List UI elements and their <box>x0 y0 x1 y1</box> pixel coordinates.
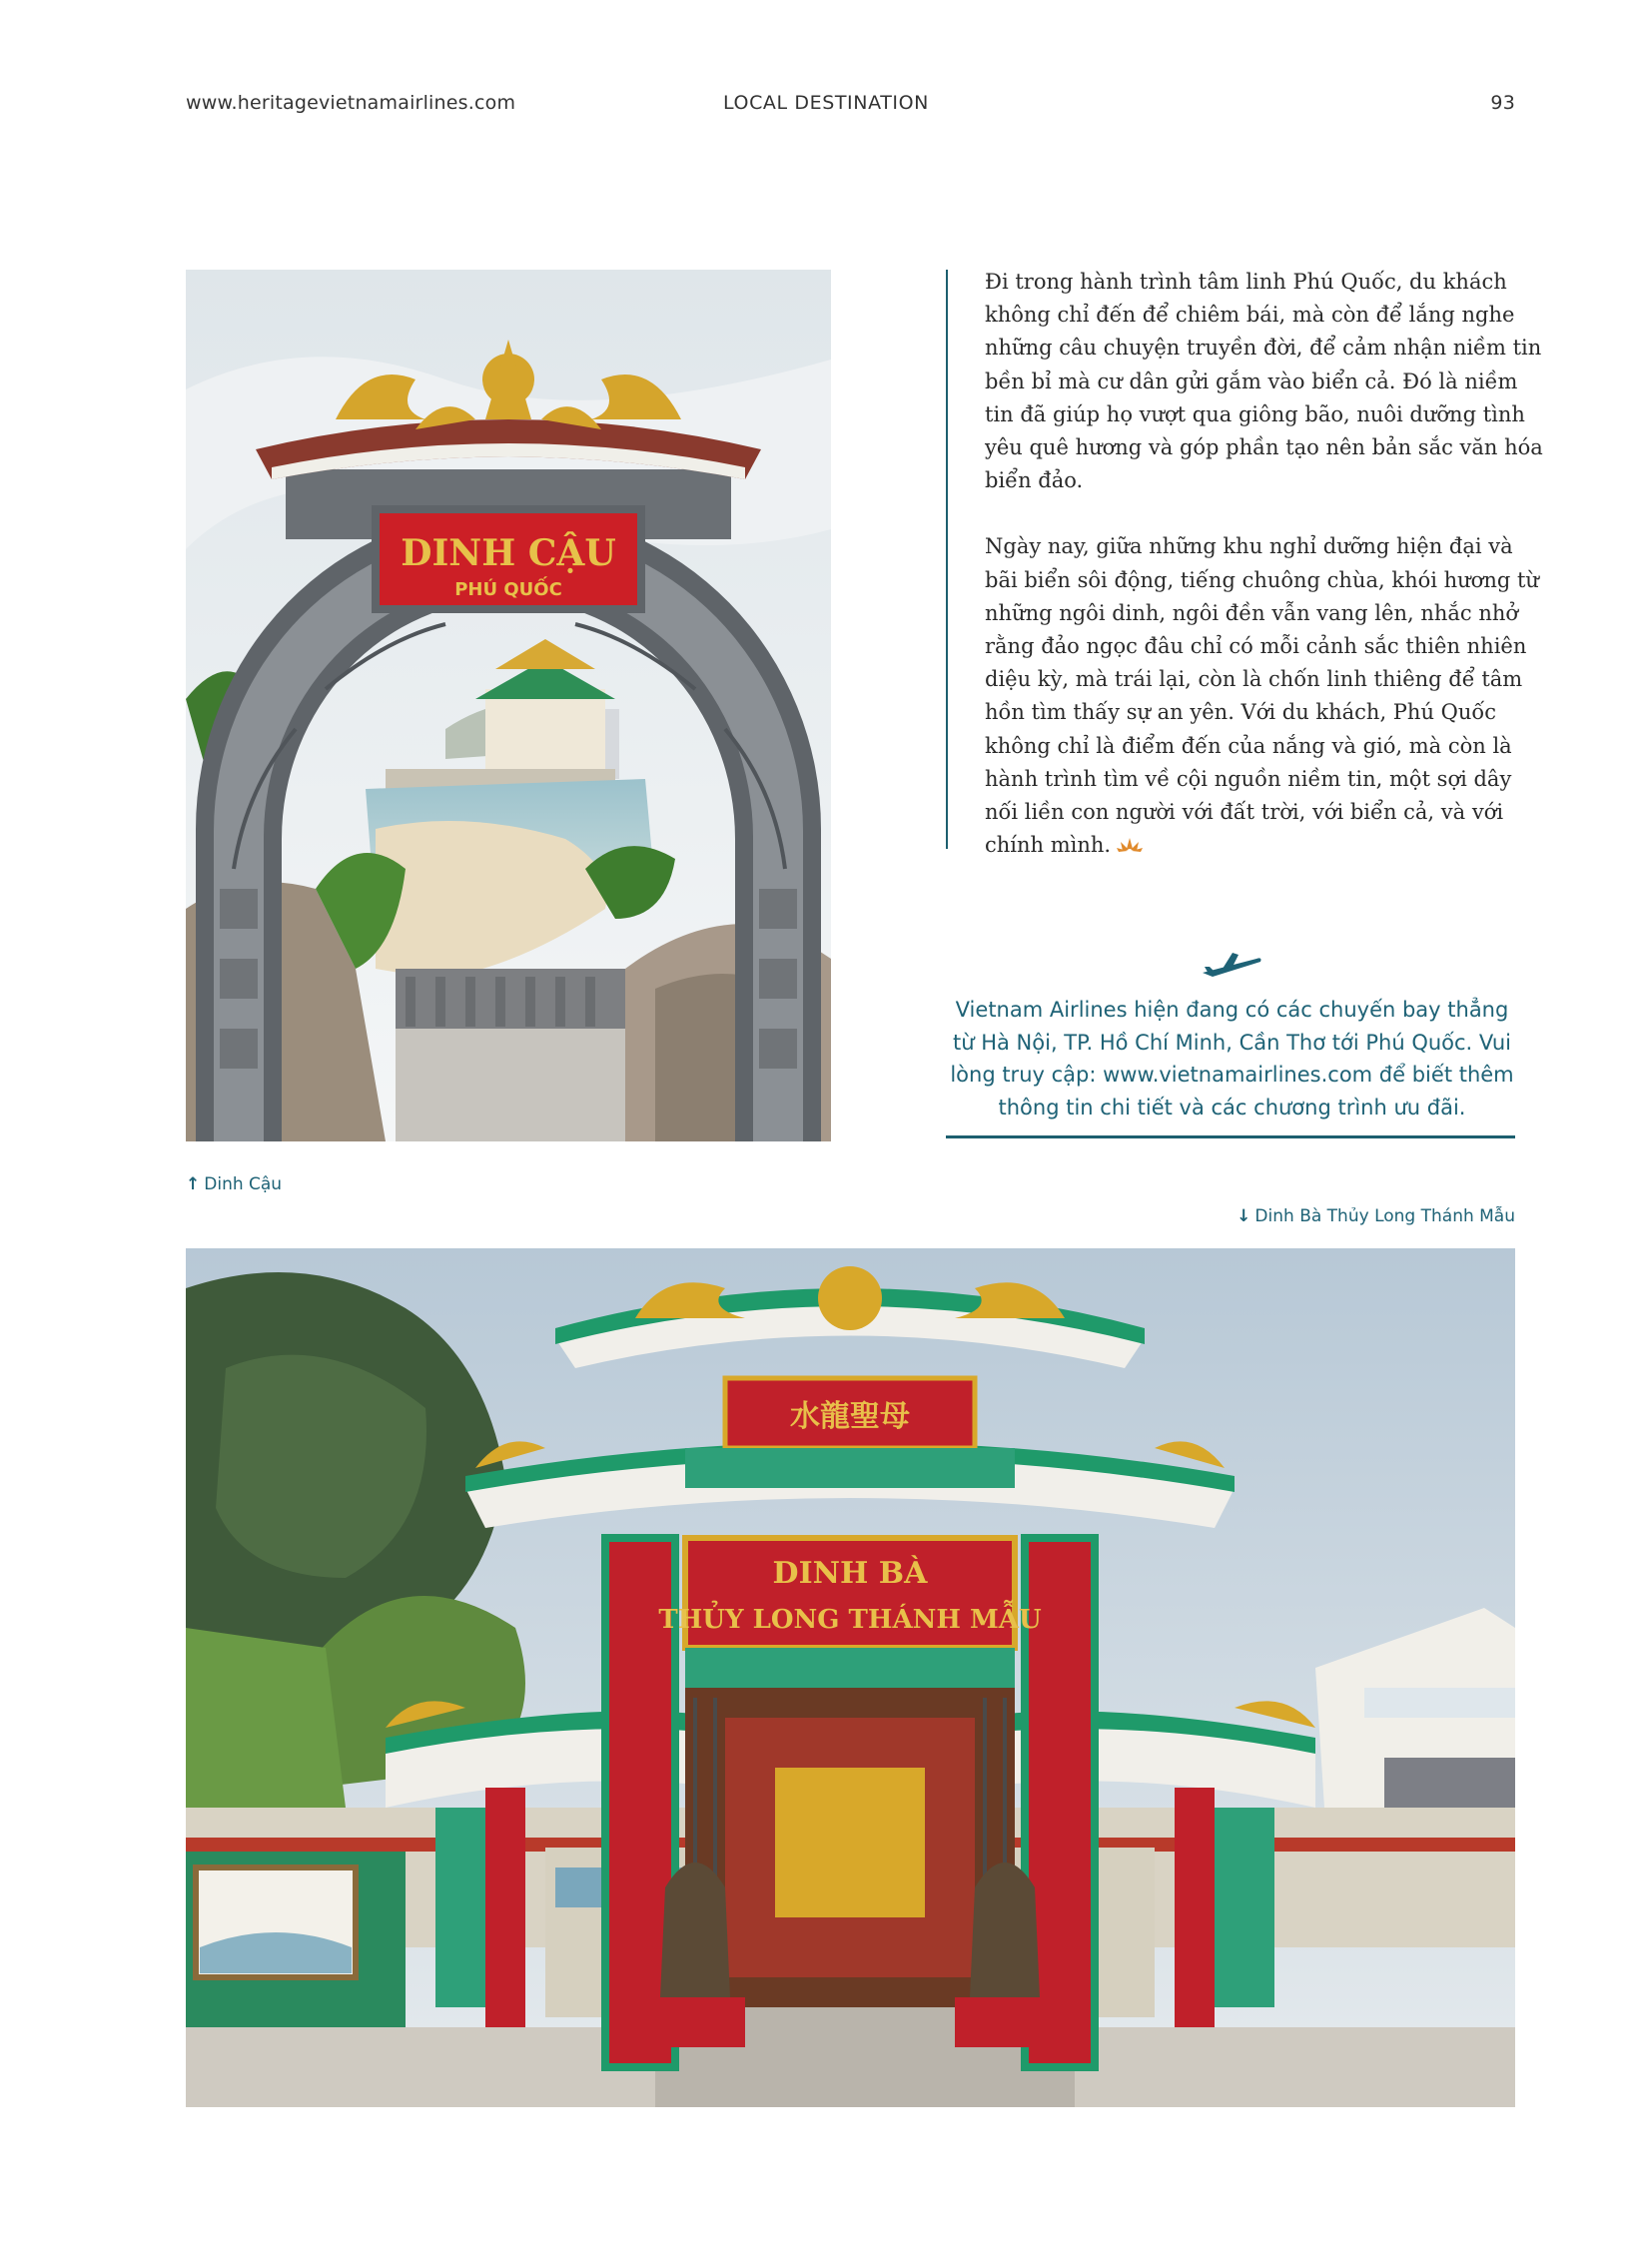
website-url[interactable]: www.heritagevietnamairlines.com <box>186 92 516 114</box>
article-paragraph-2: Ngày nay, giữa những khu nghỉ dưỡng hiện đại và bãi biển sôi động, tiếng chuông chùa, khói hương từ những ngôi dinh, ngôi đền vẫn vang lên, nhắc nhở rằng đảo ngọc đâu chỉ có mỗi cảnh sắc thiên nhiên diệu kỳ, mà trái lại, còn là chốn linh thiêng để tâm hồn tìm thấy sự an yên. Với du khách, Phú Quốc không chỉ là điểm đến của nắng và gió, mà còn là hành trình tìm về cội nguồn niềm tin, một sợi dây nối liền con người với đất trời, với biển cả, và với chính mình. <box>985 530 1544 863</box>
page-number: 93 <box>1490 92 1515 114</box>
sign-phu-quoc: PHÚ QUỐC <box>454 579 562 600</box>
caption-dinh-cau: ↑ Dinh Cậu <box>186 1174 283 1194</box>
airplane-icon <box>1199 949 1262 979</box>
article-paragraph-1: Đi trong hành trình tâm linh Phú Quốc, du khách không chỉ đến để chiêm bái, mà còn để lắng nghe những câu chuyện truyền đời, để cảm nhận niềm tin bền bỉ mà cư dân gửi gắm vào biển cả. Đó là niềm tin đã giúp họ vượt qua giông bão, nuôi dưỡng tình yêu quê hương và góp phần tạo nên bản sắc văn hóa biển đảo. <box>985 270 1543 493</box>
sign-chinese: 水龍聖母 <box>790 1399 910 1434</box>
sign-dinh-ba: DINH BÀ <box>772 1556 928 1591</box>
photo-dinh-cau <box>186 270 831 1141</box>
text-column-rule <box>946 270 948 849</box>
sign-thuy-long-thanh-mau: THỦY LONG THÁNH MẪU <box>658 1605 1042 1635</box>
promo-rule <box>946 1135 1515 1138</box>
caption-dinh-ba: ↓ Dinh Bà Thủy Long Thánh Mẫu <box>1237 1206 1515 1226</box>
lotus-icon <box>1117 830 1143 863</box>
photo-dinh-ba <box>186 1248 1515 2107</box>
arrow-up-icon: ↑ <box>186 1174 201 1194</box>
section-label: LOCAL DESTINATION <box>723 92 929 114</box>
arrow-down-icon: ↓ <box>1237 1206 1251 1226</box>
promo-text: Vietnam Airlines hiện đang có các chuyến bay thẳng từ Hà Nội, TP. Hồ Chí Minh, Cần Thơ tới Phú Quốc. Vui lòng truy cập: www.vietnamairlines.com để biết thêm thông tin chi tiết và các chương trình ưu đãi. <box>950 998 1514 1120</box>
article-body <box>985 266 1544 896</box>
sign-dinh-cau: DINH CẬU <box>401 532 616 574</box>
